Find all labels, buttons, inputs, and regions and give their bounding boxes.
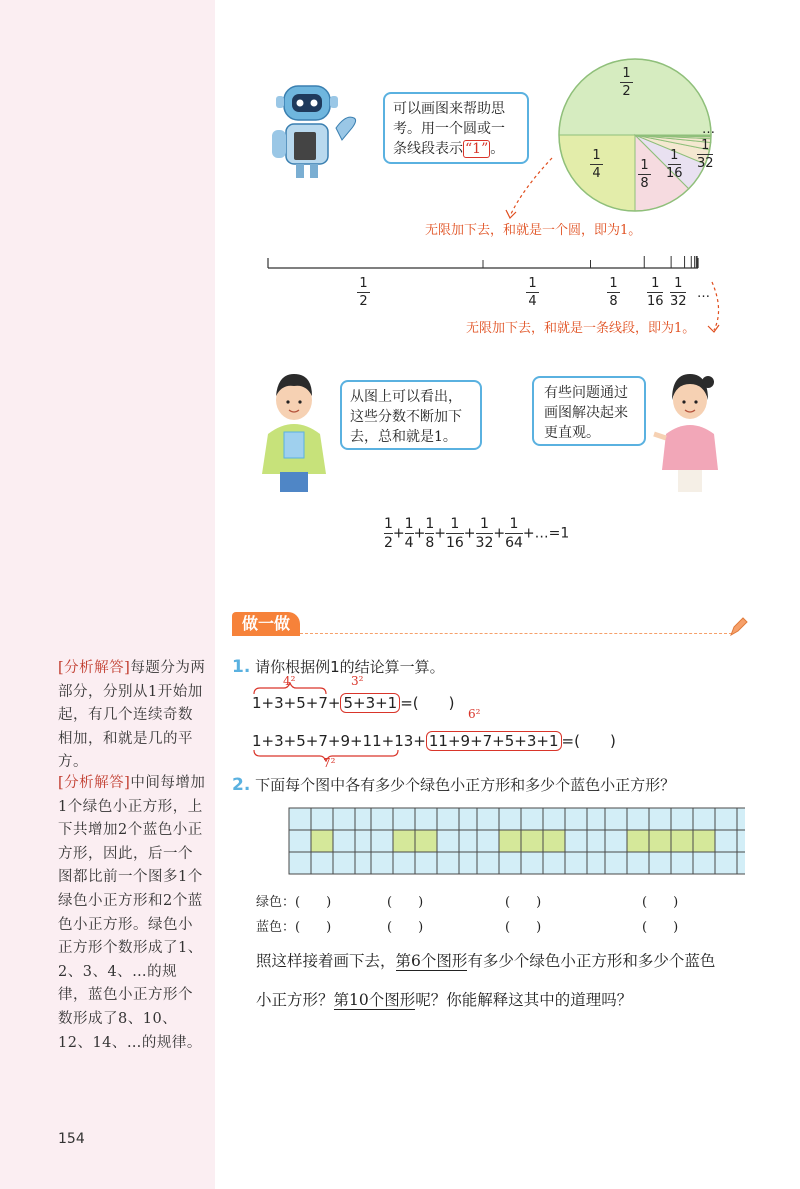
green-square <box>521 830 543 852</box>
segment-conclusion: 无限加下去，和就是一条线段，即为1。 <box>466 321 696 336</box>
green-square <box>415 830 437 852</box>
blue-square <box>605 852 627 874</box>
question-number: 1. <box>232 657 251 677</box>
pie-label-half: 1 2 <box>620 66 633 99</box>
blue-square <box>627 852 649 874</box>
blue-square <box>737 830 745 852</box>
blue-square <box>693 852 715 874</box>
segment-label: 1 8 <box>607 276 620 309</box>
blue-square <box>289 852 311 874</box>
eq1-superscript: 3² <box>351 674 364 688</box>
blue-square <box>649 808 671 830</box>
blue-square <box>333 852 355 874</box>
analysis-tag: [分析解答] <box>58 775 131 791</box>
equation-tail: +…=1 <box>522 525 570 542</box>
bubble-line: 可以画图来帮助思 <box>393 101 505 117</box>
blue-square <box>499 852 521 874</box>
segment-label: 1 2 <box>357 276 370 309</box>
blue-square <box>521 808 543 830</box>
eq1-superscript: 4² <box>283 674 296 688</box>
plus-sign: + <box>392 525 405 542</box>
banner-divider <box>300 633 732 634</box>
blue-square <box>605 808 627 830</box>
sum-term: $\frac{1}{2}$ <box>384 516 393 551</box>
green-square <box>543 830 565 852</box>
answer-blank[interactable]: ( ) <box>387 895 424 910</box>
blue-square <box>415 808 437 830</box>
blue-square <box>371 808 393 830</box>
green-square <box>499 830 521 852</box>
bubble-line: 有些问题通过 <box>544 385 628 401</box>
para-line: 照这样接着画下去，第6个图形有多少个绿色小正方形和多少个蓝色 <box>256 952 716 970</box>
equation-1: 1+3+5+7+ 5+3+1 =( ) <box>252 694 455 712</box>
green-square <box>311 830 333 852</box>
girl-illustration <box>650 370 728 494</box>
blue-square <box>393 808 415 830</box>
green-square <box>649 830 671 852</box>
bubble-line: 这些分数不断加下 <box>350 409 462 425</box>
page-number: 154 <box>58 1131 85 1147</box>
blue-square <box>437 852 459 874</box>
boxed-terms: 11+9+7+5+3+1 <box>426 731 562 751</box>
eq2-superscript: 6² <box>468 707 481 721</box>
blue-square <box>649 852 671 874</box>
blue-square <box>565 852 587 874</box>
bubble-line: 更直观。 <box>544 425 600 441</box>
question-1 <box>232 656 445 677</box>
blue-square <box>371 830 393 852</box>
blue-square <box>499 808 521 830</box>
green-square <box>627 830 649 852</box>
answer-blank[interactable]: ( ) <box>642 895 679 910</box>
green-square <box>671 830 693 852</box>
bubble-text: 。 <box>490 141 505 157</box>
answer-blank[interactable]: ( ) <box>387 920 424 935</box>
sum-term: $\frac{1}{16}$ <box>445 516 464 551</box>
boy-illustration <box>254 372 334 494</box>
bubble-line: 从图上可以看出， <box>350 389 462 405</box>
green-square <box>393 830 415 852</box>
blue-square <box>715 852 737 874</box>
blue-square <box>671 852 693 874</box>
segment-ellipsis: … <box>697 286 710 301</box>
bubble-line: 去，总和就是1。 <box>350 429 457 445</box>
plus-sign: + <box>463 525 476 542</box>
question-text: 请你根据例1的结论算一算。 <box>255 658 445 676</box>
question-number: 2. <box>232 775 251 795</box>
line-segment-diagram <box>262 250 712 280</box>
blue-square <box>477 808 499 830</box>
bubble-line: 考。用一个圆或一 <box>393 121 505 137</box>
eq2-superscript: 7² <box>323 756 336 770</box>
green-count-label[interactable]: 绿色：( ) <box>256 895 332 910</box>
blue-square <box>477 852 499 874</box>
answer-blank[interactable]: =( ) <box>400 694 455 712</box>
plus-sign: + <box>434 525 446 542</box>
follow-up-question <box>256 942 776 1020</box>
blue-square <box>693 808 715 830</box>
question-text: 下面每个图中各有多少个绿色小正方形和多少个蓝色小正方形？ <box>255 776 676 794</box>
pie-ellipsis: … <box>702 122 715 137</box>
answer-blank[interactable]: ( ) <box>505 920 542 935</box>
blue-square <box>311 852 333 874</box>
blue-square <box>437 830 459 852</box>
blue-square <box>333 830 355 852</box>
blue-square <box>627 808 649 830</box>
answer-blank[interactable]: ( ) <box>505 895 542 910</box>
girl-speech-bubble <box>532 376 646 446</box>
sum-equation <box>384 516 569 551</box>
sum-term: $\frac{1}{64}$ <box>505 516 523 551</box>
blue-square <box>543 852 565 874</box>
blue-square <box>289 830 311 852</box>
plus-sign: + <box>413 525 426 542</box>
bubble-line: 画图解决起来 <box>544 405 628 421</box>
blue-square <box>565 830 587 852</box>
blue-square <box>289 808 311 830</box>
boxed-one: “1” <box>465 141 489 157</box>
blue-square <box>311 808 333 830</box>
analysis-text: 中间每增加1个绿色小正方形，上下共增加2个蓝色小正方形，因此，后一个图都比前一个图多1个绿色小正方形和2个蓝色小正方形。绿色小正方形个数形成了1、2、3、4、…的规律，蓝色小正方形个数形成了8、10、12、14、…的规律。 <box>58 775 206 1051</box>
blue-square <box>737 852 745 874</box>
robot-illustration <box>262 82 370 182</box>
sum-term: $\frac{1}{32}$ <box>475 516 494 551</box>
analysis-text: 每题分为两部分，分别从1开始加起，有几个连续奇数相加，和就是几的平方。 <box>58 660 206 771</box>
blue-square <box>565 808 587 830</box>
pie-label-eighth: 1 8 <box>638 158 651 191</box>
boxed-terms: 5+3+1 <box>340 693 400 713</box>
pie-label-sixteenth: 1 16 <box>666 148 683 181</box>
blue-square <box>715 830 737 852</box>
blue-square <box>737 808 745 830</box>
blue-square <box>715 808 737 830</box>
boy-speech-bubble <box>340 380 482 450</box>
question-2 <box>232 774 675 795</box>
para-line: 小正方形？第10个图形呢？你能解释这其中的道理吗？ <box>256 991 633 1009</box>
blue-square <box>333 808 355 830</box>
pie-label-thirtysecond: 1 32 <box>697 138 714 171</box>
blue-square <box>415 852 437 874</box>
plus-sign: + <box>493 525 506 542</box>
analysis-note-2 <box>58 772 206 1055</box>
sum-term: $\frac{1}{8}$ <box>425 516 435 551</box>
analysis-tag: [分析解答] <box>58 660 131 676</box>
segment-label: 1 32 <box>670 276 687 309</box>
green-square <box>693 830 715 852</box>
pie-conclusion: 无限加下去，和就是一个圆，即为1。 <box>425 223 642 238</box>
blue-count-label[interactable]: 蓝色：( ) <box>256 920 332 935</box>
equation-2: 1+3+5+7+9+11+13+ 11+9+7+5+3+1 =( ) <box>252 732 616 750</box>
blue-square <box>605 830 627 852</box>
blue-square <box>671 808 693 830</box>
bubble-text: 条线段表示 <box>393 141 463 157</box>
pie-label-quarter: 1 4 <box>590 148 603 181</box>
answer-blank[interactable]: =( ) <box>561 732 616 750</box>
analysis-note-1 <box>58 657 206 775</box>
sum-term: $\frac{1}{4}$ <box>404 516 414 551</box>
blue-square <box>393 852 415 874</box>
blue-square <box>371 852 393 874</box>
segment-label: 1 16 <box>647 276 664 309</box>
pie-slice-half <box>559 59 711 135</box>
answer-blank[interactable]: ( ) <box>642 920 679 935</box>
blue-square <box>543 808 565 830</box>
segment-label: 1 4 <box>526 276 539 309</box>
blue-square <box>437 808 459 830</box>
square-grids <box>285 806 745 878</box>
blue-square <box>521 852 543 874</box>
practice-banner: 做一做 <box>232 612 300 636</box>
pencil-icon <box>728 616 748 638</box>
blue-square <box>477 830 499 852</box>
